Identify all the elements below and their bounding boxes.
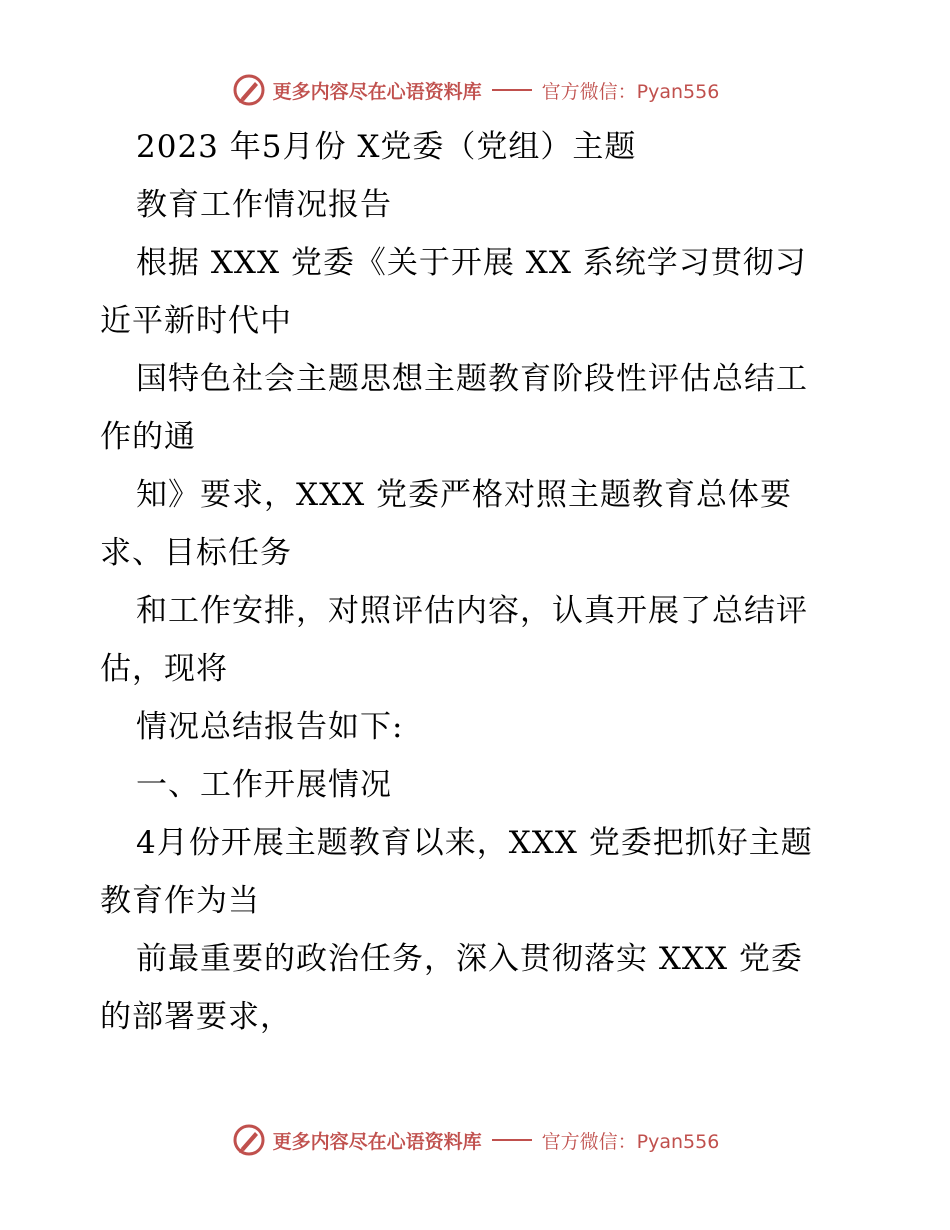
banner-divider	[492, 89, 532, 91]
banner-contact: 官方微信：Pyan556	[541, 80, 720, 103]
footer-banner	[0, 1120, 950, 1160]
text-line: 求、目标任务	[100, 535, 292, 571]
text-line: 作的通	[100, 419, 196, 455]
header-banner	[0, 70, 950, 110]
document-body	[100, 118, 860, 1046]
text-line: 一、工作开展情况	[136, 767, 392, 803]
text-line: 的部署要求，	[100, 999, 292, 1035]
text-line: 2023 年5月份 X党委（党组）主题	[136, 129, 637, 165]
banner-contact: 官方微信：Pyan556	[541, 1130, 720, 1153]
pen-logo-icon	[231, 1122, 267, 1158]
banner-title: 更多内容尽在心语资料库	[272, 80, 482, 103]
text-line: 教育工作情况报告	[136, 187, 392, 223]
text-line: 前最重要的政治任务，深入贯彻落实 XXX 党委	[136, 941, 803, 977]
text-line: 近平新时代中	[100, 303, 292, 339]
text-line: 教育作为当	[100, 883, 260, 919]
banner-title: 更多内容尽在心语资料库	[272, 1130, 482, 1153]
text-line: 估，现将	[100, 651, 228, 687]
text-line: 和工作安排，对照评估内容，认真开展了总结评	[136, 593, 808, 629]
banner-divider	[492, 1139, 532, 1141]
text-line: 情况总结报告如下:	[136, 709, 404, 745]
text-line: 根据 XXX 党委《关于开展 XX 系统学习贯彻习	[136, 245, 807, 281]
text-line: 知》要求，XXX 党委严格对照主题教育总体要	[136, 477, 793, 513]
text-line: 国特色社会主题思想主题教育阶段性评估总结工	[136, 361, 808, 397]
pen-logo-icon	[231, 72, 267, 108]
footer-banner-content	[231, 1120, 720, 1160]
text-line: 4月份开展主题教育以来，XXX 党委把抓好主题	[136, 825, 813, 861]
header-banner-content	[231, 70, 720, 110]
